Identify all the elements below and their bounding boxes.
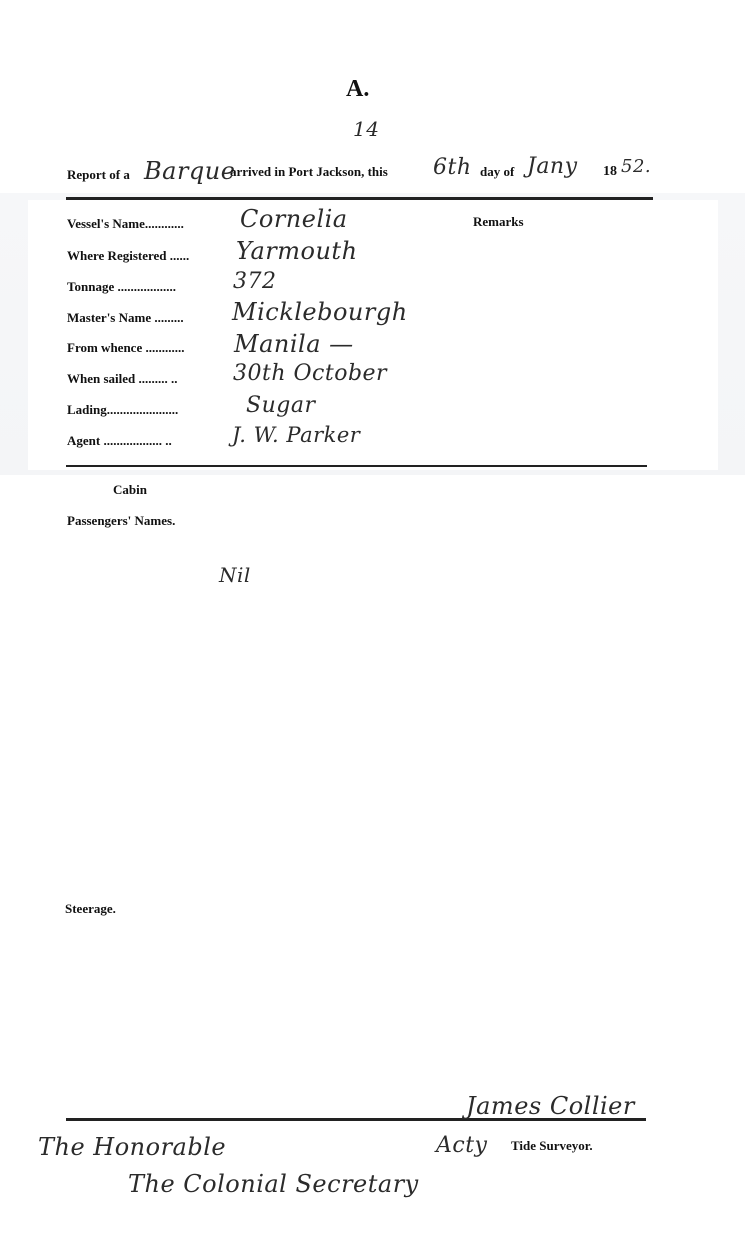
agent-label: Agent .................. .. (67, 433, 172, 448)
year-suffix: 52. (621, 156, 652, 177)
signature-title: Tide Surveyor. (511, 1138, 593, 1153)
steerage-label: Steerage. (65, 901, 116, 916)
agent-value: J. W. Parker (232, 423, 361, 447)
page-scan-inner (28, 200, 718, 470)
passengers-value: Nil (219, 563, 251, 587)
passengers-label: Passengers' Names. (67, 513, 176, 528)
form-letter: A. (346, 76, 370, 102)
arrival-day: 6th (433, 155, 472, 180)
report-prefix: Report of a (67, 167, 130, 182)
tonnage-value: 372 (233, 269, 277, 294)
lading-value: Sugar (246, 393, 316, 418)
tonnage-label: Tonnage .................. (67, 279, 176, 294)
report-middle: arrived in Port Jackson, this (230, 164, 388, 179)
masters-name-label: Master's Name ......... (67, 310, 184, 325)
from-whence-label: From whence ............ (67, 340, 185, 355)
day-label: day of (480, 164, 515, 179)
top-rule (66, 197, 653, 200)
year-prefix: 18 (603, 164, 617, 179)
masters-name-value: Micklebourgh (232, 298, 408, 326)
lading-label: Lading...................... (67, 402, 179, 417)
vessel-name-label: Vessel's Name............ (67, 216, 184, 231)
signature-name: James Collier (466, 1092, 635, 1120)
where-registered-label: Where Registered ...... (67, 248, 190, 263)
signature-prefix: Acty (436, 1133, 488, 1158)
bottom-rule (66, 465, 647, 467)
remarks-label: Remarks (473, 214, 524, 229)
addressee-line-2: The Colonial Secretary (128, 1170, 419, 1198)
addressee-line-1: The Honorable (38, 1133, 227, 1161)
when-sailed-value: 30th October (233, 361, 388, 386)
cabin-label: Cabin (113, 482, 147, 497)
when-sailed-label: When sailed ......... .. (67, 371, 178, 386)
where-registered-value: Yarmouth (236, 237, 358, 265)
page-number: 14 (353, 117, 380, 141)
vessel-type: Barque (144, 157, 236, 185)
arrival-month: Jany (527, 154, 578, 179)
from-whence-value: Manila — (234, 330, 354, 358)
vessel-name-value: Cornelia (240, 205, 348, 233)
